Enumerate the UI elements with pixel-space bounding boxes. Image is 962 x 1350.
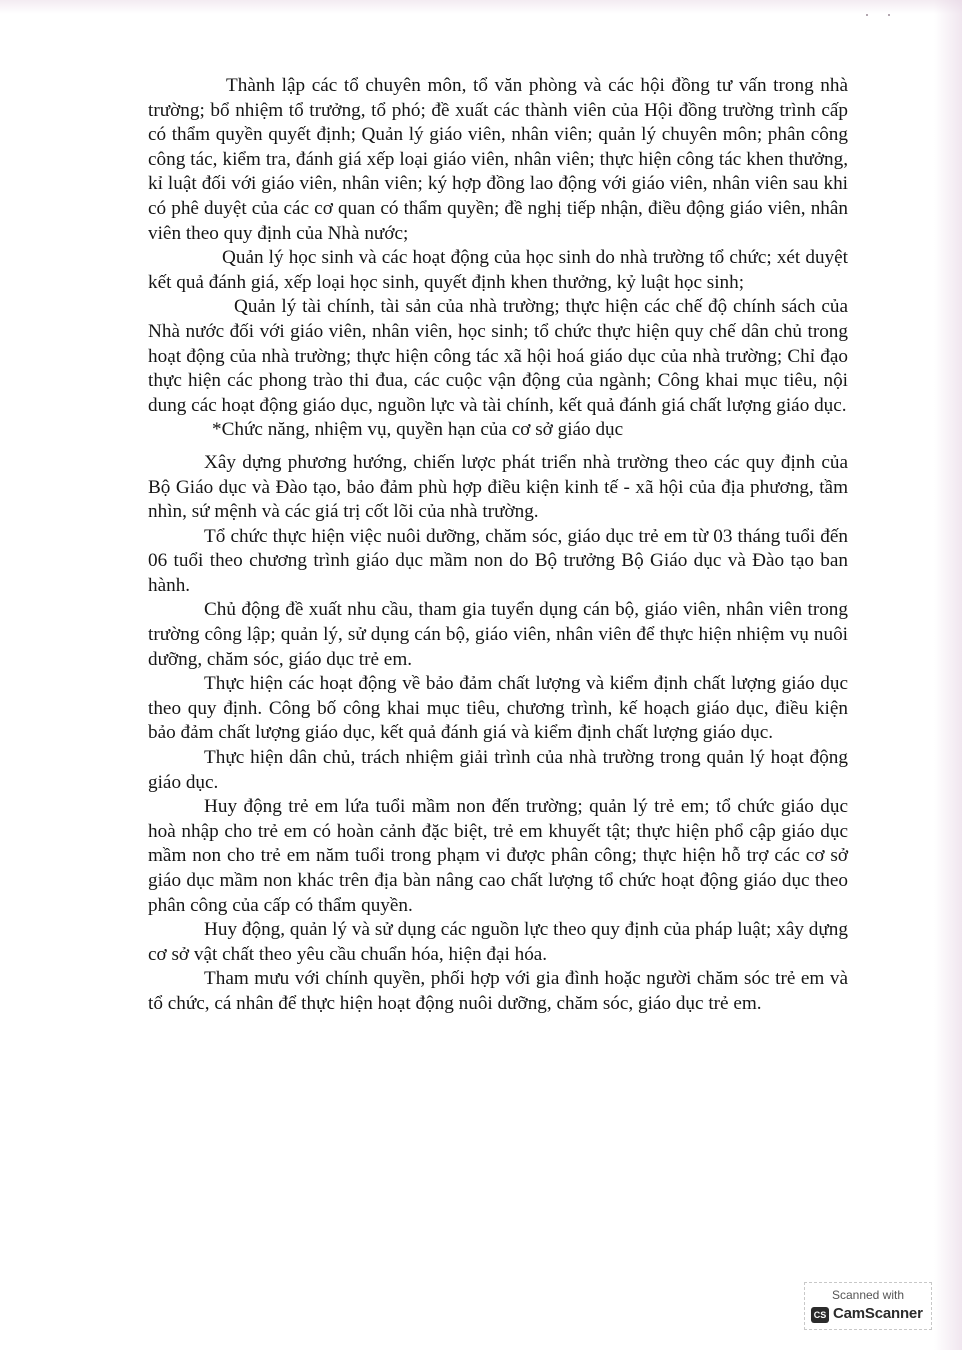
paragraph: Tham mưu với chính quyền, phối hợp với gia đình hoặc người chăm sóc trẻ em và tổ chức, cá nhân để thực hiện hoạt động nuôi dưỡng, chăm sóc, giáo dục trẻ em.: [148, 968, 848, 1014]
paragraph: Chủ động đề xuất nhu cầu, tham gia tuyển dụng cán bộ, giáo viên, nhân viên trong trường công lập; quản lý, sử dụng cán bộ, giáo viên, nhân viên để thực hiện nhiệm vụ nuôi dưỡng, chăm sóc, giáo dục trẻ em.: [148, 599, 848, 670]
camscanner-logo-icon: CS: [811, 1307, 829, 1323]
page-right-shadow: [934, 0, 962, 1350]
paragraph: Xây dựng phương hướng, chiến lược phát triển nhà trường theo các quy định của Bộ Giáo dục và Đào tạo, bảo đảm phù hợp điều kiện kinh tế - xã hội của địa phương, tầm nhìn, sứ mệnh và các giá trị cốt lõi của nhà trường.: [148, 451, 848, 523]
scan-speck: [866, 14, 868, 16]
paragraph: Huy động, quản lý và sử dụng các nguồn lực theo quy định của pháp luật; xây dựng cơ sở vật chất theo yêu cầu chuẩn hóa, hiện đại hóa.: [148, 919, 848, 965]
paragraph: Quản lý tài chính, tài sản của nhà trường; thực hiện các chế độ chính sách của Nhà nước đối với giáo viên, nhân viên, học sinh; tổ chức thực hiện quy chế dân chủ trong hoạt động của nhà trường; thực hiện công tác xã hội hoá giáo dục của nhà trường; Chỉ đạo thực hiện các phong trào thi đua, các cuộc vận động của ngành; Công khai mục tiêu, nội dung các hoạt động giáo dục, nguồn lực và tài chính, kết quả đánh giá chất lượng giáo dục.: [148, 296, 848, 416]
watermark-caption: Scanned with: [831, 1288, 905, 1302]
page-top-shadow: [0, 0, 962, 14]
section-heading: *Chức năng, nhiệm vụ, quyền hạn của cơ sở giáo dục: [212, 419, 624, 441]
paragraph: Thực hiện các hoạt động về bảo đảm chất lượng và kiểm định chất lượng giáo dục theo quy định. Công bố công khai mục tiêu, chương trình, kế hoạch giáo dục, điều kiện bảo đảm chất lượng giáo dục, kết quả đánh giá và kiểm định chất lượng giáo dục.: [148, 673, 848, 744]
paragraph: Tổ chức thực hiện việc nuôi dưỡng, chăm sóc, giáo dục trẻ em từ 03 tháng tuổi đến 06 tuổi theo chương trình giáo dục mầm non do Bộ trưởng Bộ Giáo dục và Đào tạo ban hành.: [148, 525, 848, 596]
paragraph: Thực hiện dân chủ, trách nhiệm giải trình của nhà trường trong quản lý hoạt động giáo dục.: [148, 747, 848, 793]
scan-speck: [888, 14, 890, 16]
watermark-brand: CamScanner: [833, 1305, 923, 1322]
paragraph: Huy động trẻ em lứa tuổi mầm non đến trường; quản lý trẻ em; tổ chức giáo dục hoà nhập cho trẻ em có hoàn cảnh đặc biệt, trẻ em khuyết tật; thực hiện phổ cập giáo dục mầm non cho trẻ em năm tuổi trong phạm vi được phân công; thực hiện hỗ trợ các cơ sở giáo dục mầm non khác trên địa bàn nâng cao chất lượng tổ chức hoạt động giáo dục theo phân công của cấp có thẩm quyền.: [148, 796, 848, 916]
document-body: [148, 74, 848, 1017]
paragraph: Thành lập các tổ chuyên môn, tổ văn phòng và các hội đồng tư vấn trong nhà trường; bổ nhiệm tổ trưởng, tổ phó; đề xuất các thành viên của Hội đồng trường trình cấp có thẩm quyền quyết định; Quản lý giáo viên, nhân viên; quản lý chuyên môn; phân công công tác, kiểm tra, đánh giá xếp loại giáo viên, nhân viên; thực hiện công tác khen thưởng, kỉ luật đối với giáo viên, nhân viên; ký hợp đồng lao động với giáo viên, nhân viên sau khi có phê duyệt của các cơ quan có thẩm quyền; đề nghị tiếp nhận, điều động giáo viên, nhân viên theo quy định của Nhà nước;: [148, 75, 848, 244]
paragraph: Quản lý học sinh và các hoạt động của học sinh do nhà trường tổ chức; xét duyệt kết quả đánh giá, xếp loại học sinh, quyết định khen thưởng, kỷ luật học sinh;: [148, 247, 848, 293]
camscanner-watermark: [804, 1282, 932, 1330]
